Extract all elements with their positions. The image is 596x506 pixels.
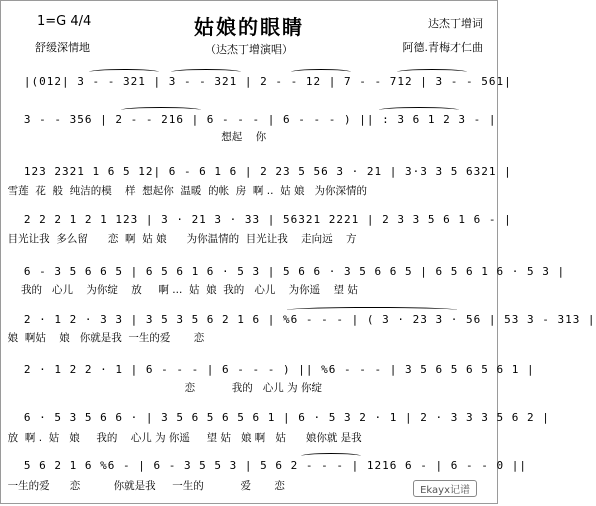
score-line-6-lyrics: 娘 啊姑 娘 你就是我 一生的爱 恋 bbox=[1, 332, 205, 344]
score-line-7-notes: 2 · 1 2 2 · 1 | 6 - - - | 6 - - - ) || %6 - - - | 3 5 6 5 6 5 6 1 | bbox=[1, 363, 535, 376]
composer-credit: 阿德.青梅才仁曲 bbox=[402, 41, 483, 54]
key-signature: 1=G 4/4 bbox=[37, 14, 92, 29]
slur-mark bbox=[379, 107, 459, 113]
score-line-7-lyrics: 恋 我的 心儿 为 你绽 bbox=[1, 382, 322, 394]
slur-mark bbox=[287, 307, 457, 313]
transcriber-stamp: Ekayx记谱 bbox=[413, 480, 477, 497]
score-line-2-notes: 3 - - 356 | 2 - - 216 | 6 - - - | 6 - - - ) || : 3 6 1 2 3 - | bbox=[1, 113, 497, 126]
score-line-8-lyrics: 放 啊 . 姑 娘 我的 心儿 为 你遥 望 姑 娘 啊 姑 娘你就 是我 bbox=[1, 432, 362, 444]
slur-mark bbox=[291, 69, 351, 75]
score-line-5-notes: 6 - 3 5 6 6 5 | 6 5 6 1 6 · 5 3 | 5 6 6 · 3 5 6 6 5 | 6 5 6 1 6 · 5 3 | bbox=[1, 265, 566, 278]
score-line-4-lyrics: 目光让我 多么留 恋 啊 姑 娘 为你温情的 目光让我 走向远 方 bbox=[1, 233, 357, 245]
slur-mark bbox=[89, 69, 159, 75]
score-line-8-notes: 6 · 5 3 5 6 6 · | 3 5 6 5 6 5 6 1 | 6 · 5 3 2 · 1 | 2 · 3 3 3 5 6 2 | bbox=[1, 411, 550, 424]
song-title: 姑娘的眼睛 bbox=[194, 15, 304, 39]
score-line-3-lyrics: 雪莲 花 般 纯洁的模 样 想起你 温暖 的帐 房 啊 .. 姑 娘 为你深情的 bbox=[1, 185, 367, 197]
slur-mark bbox=[397, 69, 467, 75]
lyricist-credit: 达杰丁增词 bbox=[428, 17, 483, 30]
slur-mark bbox=[171, 69, 241, 75]
score-line-3-notes: 123 2321 1 6 5 12| 6 - 6 1 6 | 2 23 5 56 3 · 21 | 3·3 3 5 6321 | bbox=[1, 165, 512, 178]
score-line-1-notes: |(012| 3 - - 321 | 3 - - 321 | 2 - - 12 | 7 - - 712 | 3 - - 561| bbox=[1, 75, 512, 88]
score-line-9-notes: 5 6 2 1 6 %6 - | 6 - 3 5 5 3 | 5 6 2 - - - | 1216 6 - | 6 - - 0 || bbox=[1, 459, 527, 472]
score-line-4-notes: 2 2 2 1 2 1 123 | 3 · 21 3 · 33 | 56321 2221 | 2 3 3 5 6 1 6 - | bbox=[1, 213, 512, 226]
score-line-6-notes: 2 · 1 2 · 3 3 | 3 5 3 5 6 2 1 6 | %6 - - - | ( 3 · 23 3 · 56 | 53 3 - 313 | bbox=[1, 313, 596, 326]
slur-mark bbox=[301, 453, 361, 459]
slur-mark bbox=[121, 107, 201, 113]
performer-note: （达杰丁增演唱） bbox=[205, 43, 293, 56]
tempo-marking: 舒缓深情地 bbox=[35, 41, 90, 54]
score-line-2-lyrics: 想起 你 bbox=[1, 131, 267, 143]
score-line-9-lyrics: 一生的爱 恋 你就是我 一生的 爱 恋 bbox=[1, 480, 285, 492]
score-line-5-lyrics: 我的 心儿 为你绽 放 啊 ... 姑 娘 我的 心儿 为你遥 望 姑 bbox=[1, 284, 358, 296]
